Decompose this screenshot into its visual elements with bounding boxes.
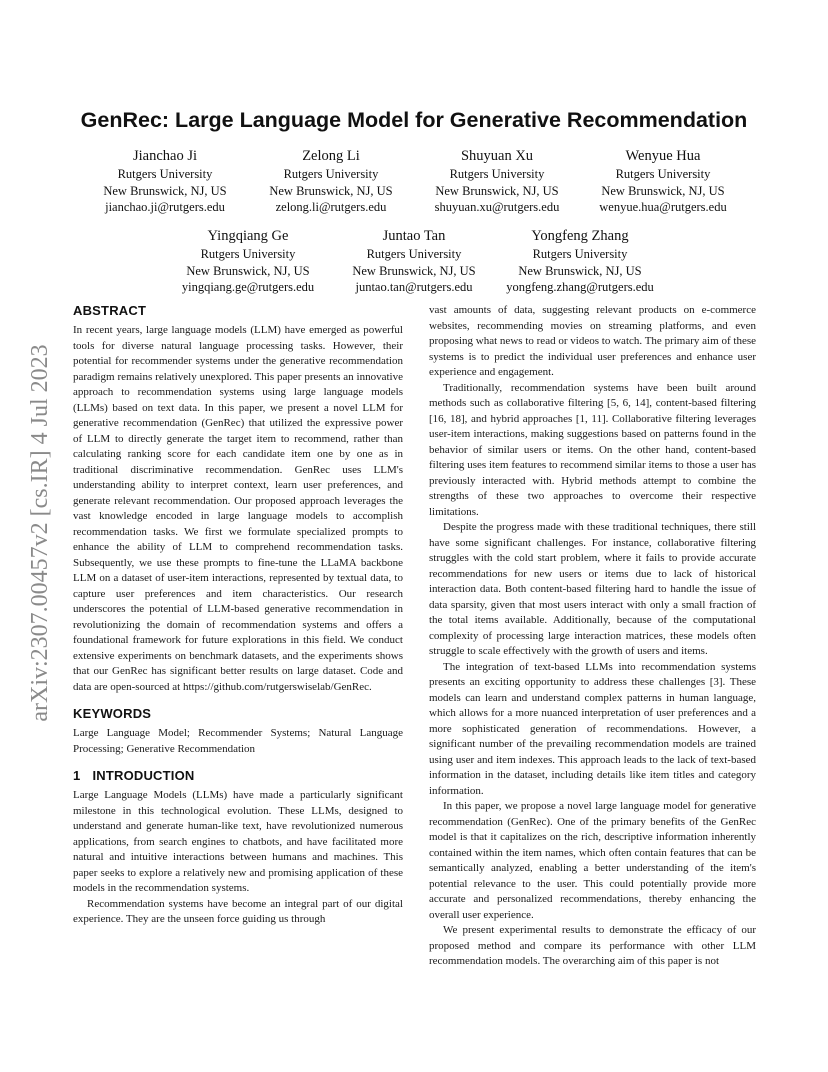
author-location: New Brunswick, NJ, US (601, 183, 725, 198)
introduction-heading (73, 768, 403, 783)
author-affiliation: Rutgers University (615, 167, 711, 181)
intro-paragraph: vast amounts of data, suggesting relevant products on e-commerce websites, recommending movies on streaming platforms, and even proposing what news to read or videos to watch. The primary aim of these systems is to predict the individual user preferences and enhance user experience and engagement. (429, 304, 756, 378)
author-block (248, 146, 414, 216)
author-block (165, 226, 331, 296)
author-block (497, 226, 663, 296)
author-email: jianchao.ji@rutgers.edu (105, 200, 225, 214)
author-location: New Brunswick, NJ, US (435, 183, 559, 198)
author-block (580, 146, 746, 216)
author-location: New Brunswick, NJ, US (103, 183, 227, 198)
intro-paragraph: Despite the progress made with these traditional techniques, there still have some significant challenges. For instance, collaborative filtering struggles with the cold start problem, where it fails to provide accurate recommendations for new users or items due to lack of historical interaction data. Both content-based filtering hard to handle the issue of data sparsity, given that most users interact with only a small fraction of the total items available. Additionally, because of the computational complexity of processing large interaction matrices, these models often struggle to scale effectively with the growth of users and items. (429, 521, 756, 657)
author-name: Zelong Li (302, 148, 360, 164)
arxiv-identifier (22, 313, 62, 753)
author-affiliation: Rutgers University (449, 167, 545, 181)
author-row-2 (60, 226, 768, 296)
intro-paragraph: In this paper, we propose a novel large language model for generative recommendation (GenRec). One of the primary benefits of the GenRec model is that it capitalizes on the rich, descriptive information inherently contained within the item names, which often contain features that can be semantically analyzed, enabling a better understanding of the item's potential relevance to the user. This could potentially provide more accurate and personalized recommendations, thereby enhancing the overall user experience. (429, 800, 756, 921)
right-column (429, 303, 756, 970)
author-name: Jianchao Ji (132, 148, 198, 164)
author-row-1 (60, 146, 768, 216)
author-name: Juntao Tan (382, 228, 446, 244)
author-email: yongfeng.zhang@rutgers.edu (506, 280, 654, 294)
author-location: New Brunswick, NJ, US (269, 183, 393, 198)
intro-paragraph: Traditionally, recommendation systems have been built around methods such as collaborative filtering [5, 6, 14], content-based filtering [16, 18], and hybrid approaches [1, 11]. Collaborative filtering leverages user-item interactions, making suggestions based on patterns found in the behavior of similar users or items. On the other hand, content-based filtering uses item features to recommend similar items to those a user has previously interacted with. Hybrid methods attempt to combine the strengths of these two approaches to overcome their respective limitations. (429, 381, 756, 518)
author-name: Wenyue Hua (625, 148, 701, 164)
author-email: wenyue.hua@rutgers.edu (599, 200, 727, 214)
author-affiliation: Rutgers University (200, 247, 296, 261)
author-block (414, 146, 580, 216)
author-affiliation: Rutgers University (532, 247, 628, 261)
author-email: yingqiang.ge@rutgers.edu (181, 280, 315, 294)
abstract-text: In recent years, large language models (LLM) have emerged as powerful tools for diverse natural language processing tasks. However, their potential for recommender systems under the generative recommendation paradigm remains relatively unexplored. This paper presents an innovative approach to recommendation systems using large language models (LLMs) based on text data. In this paper, we present a novel LLM for generative recommendation (GenRec) that utilized the expressive power of LLM to directly generate the target item to recommend, rather than calculating ranking score for each candidate item one by one as in traditional discriminative recommendation. GenRec uses LLM's understanding ability to interpret context, learn user preferences, and generate relevant recommendation. Our proposed approach leverages the vast knowledge encoded in large language models to accomplish recommendation tasks. We first we formulate specialized prompts to enhance the ability of LLM to comprehend recommendation tasks. Subsequently, we use these prompts to fine-tune the LLaMA backbone LLM on a dataset of user-item interactions, represented by textual data, to capture user preferences and item characteristics. Our research underscores the potential of LLM-based generative recommendation in revolutionizing the domain of recommendation systems and offers a foundational framework for future explorations in this field. We conduct extensive experiments on benchmark datasets, and the experiments shows that our GenRec has significant better results on large dataset. Code and data are open-sourced at https://github.com/rutgerswiselab/GenRec. (73, 324, 403, 693)
author-name: Yingqiang Ge (207, 228, 289, 244)
intro-paragraph: The integration of text-based LLMs into recommendation systems presents an exciting opportunity to address these challenges [3]. These models can learn and understand complex patterns in human language, which allows for a more nuanced interpretation of user preferences and a more sophisticated generation of recommendations. However, a significant number of the prevailing recommendation models are trained using user and item indexes. This approach leads to the lack of text-based information in the dataset, including details like item titles and category information. (429, 660, 756, 797)
paper-title: GenRec: Large Language Model for Generative Recommendation (80, 108, 748, 132)
author-name: Yongfeng Zhang (531, 228, 629, 244)
left-column (73, 303, 403, 928)
intro-paragraph: Large Language Models (LLMs) have made a particularly significant milestone in this technological evolution. These LLMs, designed to understand and generate human-like text, have revolutionized numerous applications, from search engines to chatbots, and have facilitated more natural and intuitive interactions between humans and machines. This paper seeks to explore a relatively new and promising application of these models in the recommendation systems. (73, 789, 403, 894)
author-affiliation: Rutgers University (117, 167, 213, 181)
author-location: New Brunswick, NJ, US (518, 263, 642, 278)
author-affiliation: Rutgers University (283, 167, 379, 181)
author-name: Shuyuan Xu (460, 148, 534, 164)
author-block (331, 226, 497, 296)
intro-paragraph: Recommendation systems have become an integral part of our digital experience. They are the unseen force guiding us through (73, 897, 403, 925)
keywords-heading: KEYWORDS (73, 706, 152, 721)
author-email: juntao.tan@rutgers.edu (355, 280, 473, 294)
author-email: zelong.li@rutgers.edu (275, 200, 387, 214)
section-number: 1 (73, 768, 81, 783)
author-block (82, 146, 248, 216)
author-affiliation: Rutgers University (366, 247, 462, 261)
arxiv-identifier-text: arXiv:2307.00457v2 [cs.IR] 4 Jul 2023 (27, 344, 53, 722)
section-title: INTRODUCTION (92, 768, 195, 783)
author-email: shuyuan.xu@rutgers.edu (434, 200, 560, 214)
keywords-text: Large Language Model; Recommender Systems; Natural Language Processing; Generative Recommendation (73, 727, 403, 755)
abstract-heading: ABSTRACT (73, 303, 147, 318)
author-location: New Brunswick, NJ, US (186, 263, 310, 278)
author-location: New Brunswick, NJ, US (352, 263, 476, 278)
intro-paragraph: We present experimental results to demonstrate the efficacy of our proposed method and compare its performance with other LLM recommendation models. The overarching aim of this paper is not (429, 924, 756, 967)
